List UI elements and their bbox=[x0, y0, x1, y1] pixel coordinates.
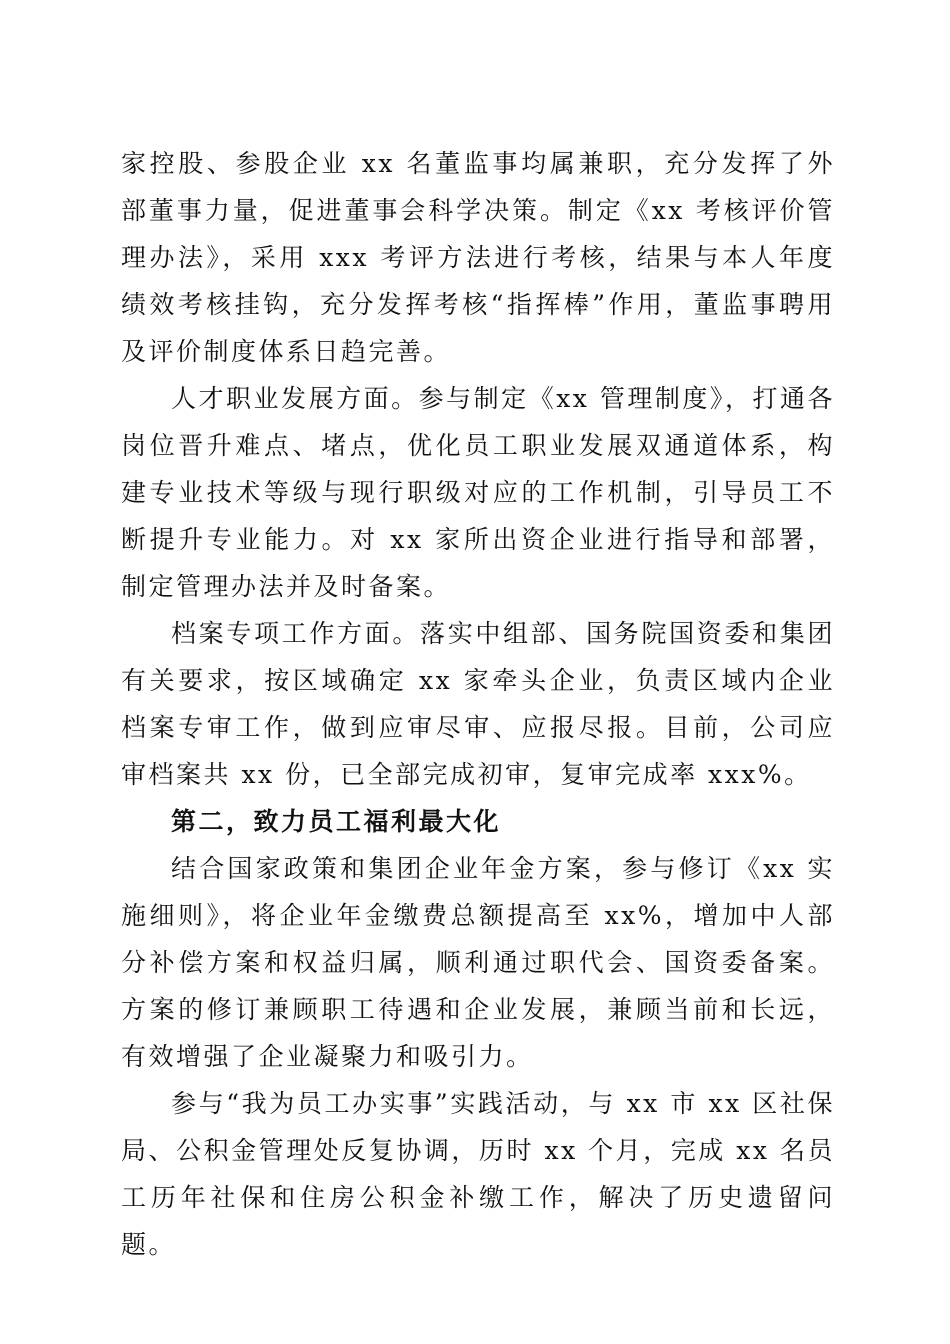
paragraph-social-security: 参与“我为员工办实事”实践活动，与 xx 市 xx 区社保局、公积金管理处反复协调，历时 xx 个月，完成 xx 名员工历年社保和住房公积金补缴工作，解决了历史遗留问题。 bbox=[121, 1089, 835, 1259]
section-heading-welfare: 第二，致力员工福利最大化 bbox=[171, 807, 502, 836]
paragraph-board-supervisors: 家控股、参股企业 xx 名董监事均属兼职，充分发挥了外部董事力量，促进董事会科学决策。制定《xx 考核评价管理办法》，采用 xxx 考评方法进行考核，结果与本人年度绩效考核挂钩，充分发挥考核“指挥棒”作用，董监事聘用及评价制度体系日趋完善。 bbox=[121, 149, 835, 366]
paragraph-archive-work: 档案专项工作方面。落实中组部、国务院国资委和集团有关要求，按区域确定 xx 家牵头企业，负责区域内企业档案专审工作，做到应审尽审、应报尽报。目前，公司应审档案共 xx 份，已全部完成初审，复审完成率 xxx%。 bbox=[121, 619, 835, 789]
document-page bbox=[121, 140, 835, 1268]
paragraph-career-development: 人才职业发展方面。参与制定《xx 管理制度》，打通各岗位晋升难点、堵点，优化员工职业发展双通道体系，构建专业技术等级与现行职级对应的工作机制，引导员工不断提升专业能力。对 xx 家所出资企业进行指导和部署，制定管理办法并及时备案。 bbox=[121, 384, 835, 601]
paragraph-enterprise-annuity: 结合国家政策和集团企业年金方案，参与修订《xx 实施细则》，将企业年金缴费总额提高至 xx%，增加中人部分补偿方案和权益归属，顺利通过职代会、国资委备案。方案的修订兼顾职工待遇和企业发展，兼顾当前和长远，有效增强了企业凝聚力和吸引力。 bbox=[121, 854, 835, 1071]
